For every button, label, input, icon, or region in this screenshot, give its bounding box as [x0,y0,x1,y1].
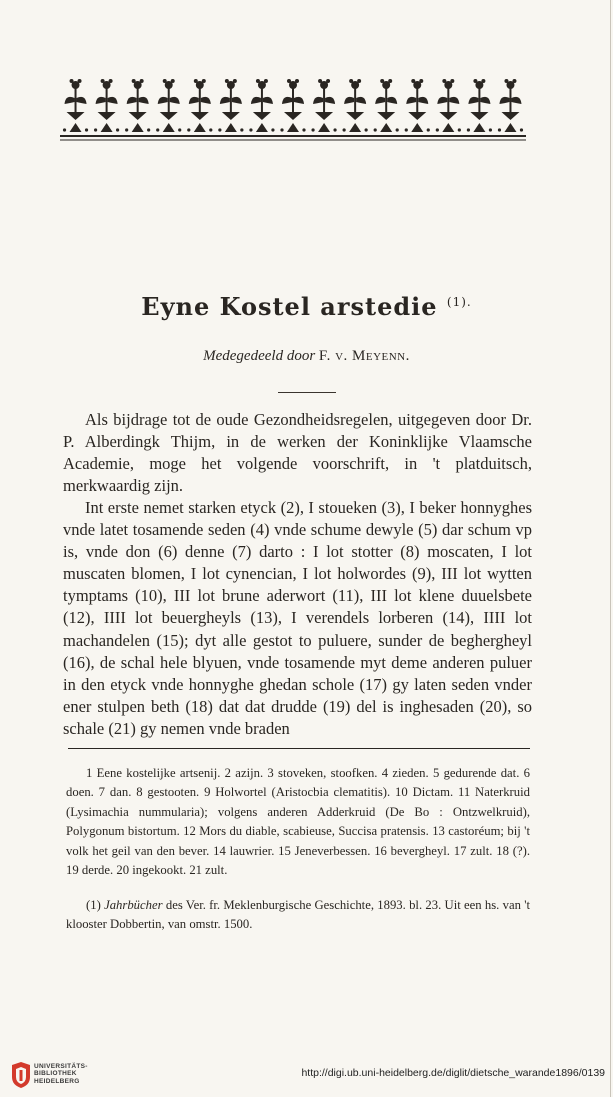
footer [0,1053,613,1097]
footnote-source-marker: (1) [86,898,101,912]
ornament-flower-icon [63,79,88,132]
title-divider [278,392,336,393]
ornament-flower-icon [249,79,274,132]
footnote-source [66,896,530,935]
ornament-flower-icon [467,79,492,132]
footnote-source-journal: Jahrbücher [104,898,163,912]
ornament-flower-icon [280,79,305,132]
byline-author: F. v. Meyenn. [318,348,410,364]
library-line-2: BIBLIOTHEK [34,1070,77,1078]
floral-ornament-band [60,76,526,142]
ornament-flower-icon [218,79,243,132]
library-line-1: UNIVERSITÄTS- [34,1063,88,1070]
footnote-source-text: des Ver. fr. Meklenburgische Geschichte, 1893. bl. 23. Uit een hs. van 't klooster Dobbertin, van omstr. 1500. [66,898,531,932]
source-url-link[interactable]: http://digi.ub.uni-heidelberg.de/diglit/dietsche_warande1896/0139 [301,1067,605,1079]
ornament-flower-icon [187,79,212,132]
ornament-flower-icon [405,79,430,132]
article-title [0,292,613,321]
footnote-divider [68,748,530,749]
body-paragraph-2: Int erste nemet starken etyck (2), I stoueken (3), I beker honnyghes vnde latet tosamende seden (4) vnde schume dewyle (5) dar schum vp is, vnde don (6) denne (7) darto : I lot stotter (8) moscaten, I lot muscaten blomen, I lot cynencian, I lot holwordes (9), III lot wytten tymptams (10), III lot brune aderwort (11), III lot klene duuelsbete (12), IIII lot beuergheyls (13), I verendels lorberen (14), IIII lot machandelen (15); dyt alle gestot to puluere, sunder de beghergheyl (16), de schal hele blyuen, vnde tosamende myt deme anderen puluer in den etyck vnde honnyghe ghedan schole (17) gy laten seden vnder ener stulpen beth (18) dat dat drudde (19) del is inghesaden (20), so schale (21) gy nemen vnde braden [63,498,532,738]
ornament-flower-icon [311,79,336,132]
ornament-flower-icon [94,79,119,132]
ornament-flower-icon [436,79,461,132]
ornament-flower-icon [343,79,368,132]
byline-prefix: Medegedeeld door [203,348,316,364]
library-name [34,1063,88,1085]
footnote-glossary: 1 Eene kostelijke artsenij. 2 azijn. 3 stoveken, stoofken. 4 zieden. 5 gedurende dat. 6 doen. 7 dan. 8 gestooten. 9 Holwortel (Aristocbia clematitis). 10 Dictam. 11 Naterkruid (Lysimachia nummularia); volgens anderen Adderkruid (De Bo : Ontzwelkruid), Polygonum bistortum. 12 Mors du diable, scabieuse, Succisa pratensis. 13 castoréum; bij 't volk het geil van den bever. 14 lauwrier. 15 Jeneverbessen. 16 bevergheyl. 17 zult. 18 (?). 19 derde. 20 ingekookt. 21 zult. [66,766,530,878]
ornament-flower-icon [374,79,399,132]
title-footnote-ref: (1). [446,295,472,309]
ornament-flower-icon [498,79,523,132]
ornament-flower-icon [125,79,150,132]
ornament-flower-icon [156,79,181,132]
library-line-3: HEIDELBERG [34,1077,80,1085]
title-text: Eyne Kostel arstedie [141,292,438,321]
byline [0,348,613,365]
library-logo-icon [10,1061,32,1089]
body-paragraph-1: Als bijdrage tot de oude Gezondheidsregelen, uitgegeven door Dr. P. Alberdingk Thijm, in de werken der Koninklijke Vlaamsche Academie, moge het volgende voorschrift, in 't platduitsch, merkwaardig zijn. [63,410,532,496]
